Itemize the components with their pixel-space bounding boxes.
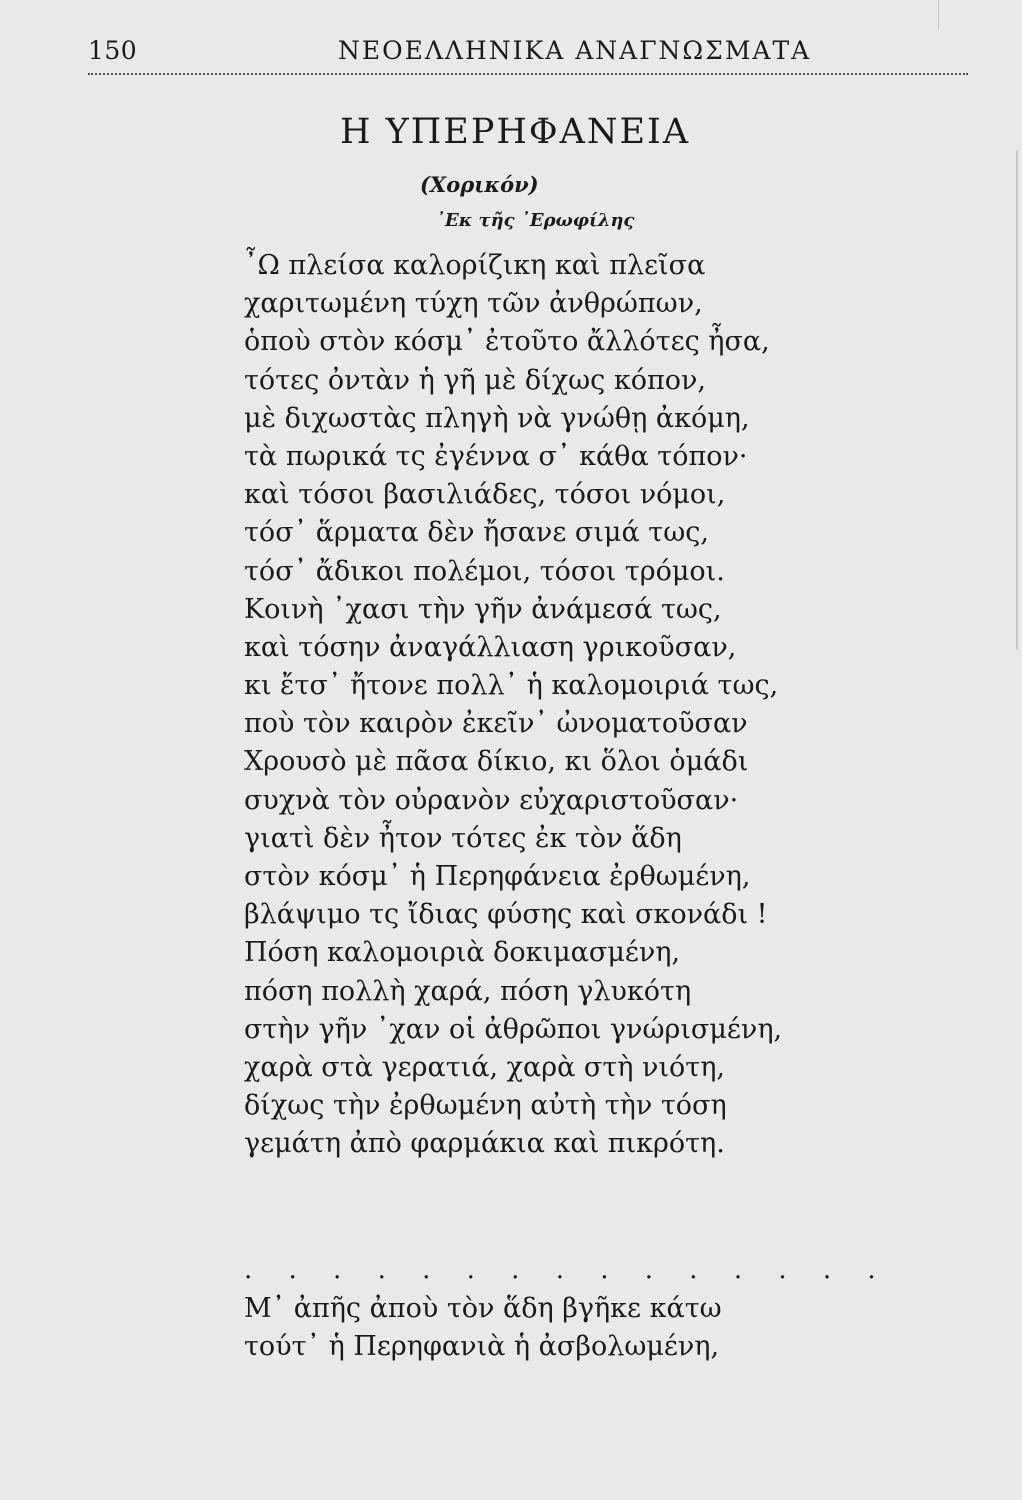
ellipsis-separator: . . . . . . . . . . . . . . . <box>244 1255 890 1285</box>
poem-line: καὶ τόσην ἀναγάλλιαση γρικοῦσαν, <box>244 631 737 663</box>
poem-subtitle: (Χορικόν) <box>420 172 539 197</box>
poem-line: Μ᾿ ἀπῆς ἀποὺ τὸν ἅδη βγῆκε κάτω <box>244 1293 722 1324</box>
poem-line: κι ἔτσ᾿ ἤτονε πολλ᾿ ἡ καλομοιριά τως, <box>244 670 779 702</box>
poem-line: στὴν γῆν ᾿χαν οἱ ἀθρῶποι γνώρισμένη, <box>244 1013 783 1045</box>
poem-continuation <box>244 1290 864 1366</box>
poem-line: τούτ᾿ ἡ Περηφανιὰ ἡ ἀσβολωμένη, <box>244 1331 720 1363</box>
poem-line: συχνὰ τὸν οὐρανὸν εὐχαριστοῦσαν· <box>244 784 739 816</box>
poem-body <box>244 247 864 1164</box>
poem-line: πόση πολλὴ χαρά, πόση γλυκότη <box>244 975 692 1007</box>
running-head <box>88 30 938 70</box>
poem-title: Η ΥΠΕΡΗΦΑΝΕΙΑ <box>340 112 691 152</box>
poem-line: τότες ὀντὰν ἡ γῆ μὲ δίχως κόπον, <box>244 364 706 396</box>
poem-line: ὁποὺ στὸν κόσμ᾿ ἐτοῦτο ἄλλότες ἦσα, <box>244 326 770 358</box>
poem-line: Κοινὴ ᾿χασι τὴν γῆν ἀνάμεσά τως, <box>244 593 722 625</box>
poem-line: χαριτωμένη τύχη τῶν ἀνθρώπων, <box>244 288 703 320</box>
running-title: ΝΕΟΕΛΛΗΝΙΚΑ ΑΝΑΓΝΩΣΜΑΤΑ <box>338 36 812 65</box>
poem-line: Χρουσὸ μὲ πᾶσα δίκιο, κι ὅλοι ὁμάδι <box>244 746 749 778</box>
poem-line: μὲ διχωστὰς πληγὴ νὰ γνώθῃ ἀκόμη, <box>244 402 750 434</box>
header-rule <box>88 73 968 75</box>
scan-artifact <box>938 0 939 30</box>
poem-line: βλάψιμο τς ἴδιας φύσης καὶ σκονάδι ! <box>244 899 768 931</box>
poem-line: Πόση καλομοιριὰ δοκιμασμένη, <box>244 937 681 969</box>
poem-line: ῏Ω πλείσα καλορίζικη καὶ πλεῖσα <box>244 250 706 281</box>
poem-line: τὰ πωρικά τς ἐγέννα σ᾿ κάθα τόπον· <box>244 440 748 472</box>
poem-line: ποὺ τὸν καιρὸν ἐκεῖν᾿ ὠνοματοῦσαν <box>244 708 748 740</box>
poem-line: δίχως τὴν ἐρθωμένη αὐτὴ τὴν τόση <box>244 1090 727 1122</box>
poem-line: καὶ τόσοι βασιλιάδες, τόσοι νόμοι, <box>244 479 726 511</box>
poem-line: χαρὰ στὰ γερατιά, χαρὰ στὴ νιότη, <box>244 1051 725 1083</box>
scan-artifact <box>1016 150 1018 650</box>
page-number: 150 <box>88 36 138 65</box>
poem-line: γιατὶ δὲν ἦτον τότες ἐκ τὸν ἅδη <box>244 822 682 854</box>
poem-line: γεμάτη ἀπὸ φαρμάκια καὶ πικρότη. <box>244 1128 725 1160</box>
poem-line: στὸν κόσμ᾿ ἡ Περηφάνεια ἐρθωμένη, <box>244 861 751 892</box>
poem-line: τόσ᾿ ἄδικοι πολέμοι, τόσοι τρόμοι. <box>244 555 725 587</box>
poem-source: ᾿Εκ τῆς ᾿Ερωφίλης <box>436 210 635 231</box>
poem-line: τόσ᾿ ἅρματα δὲν ἤσανε σιμά τως, <box>244 517 709 549</box>
